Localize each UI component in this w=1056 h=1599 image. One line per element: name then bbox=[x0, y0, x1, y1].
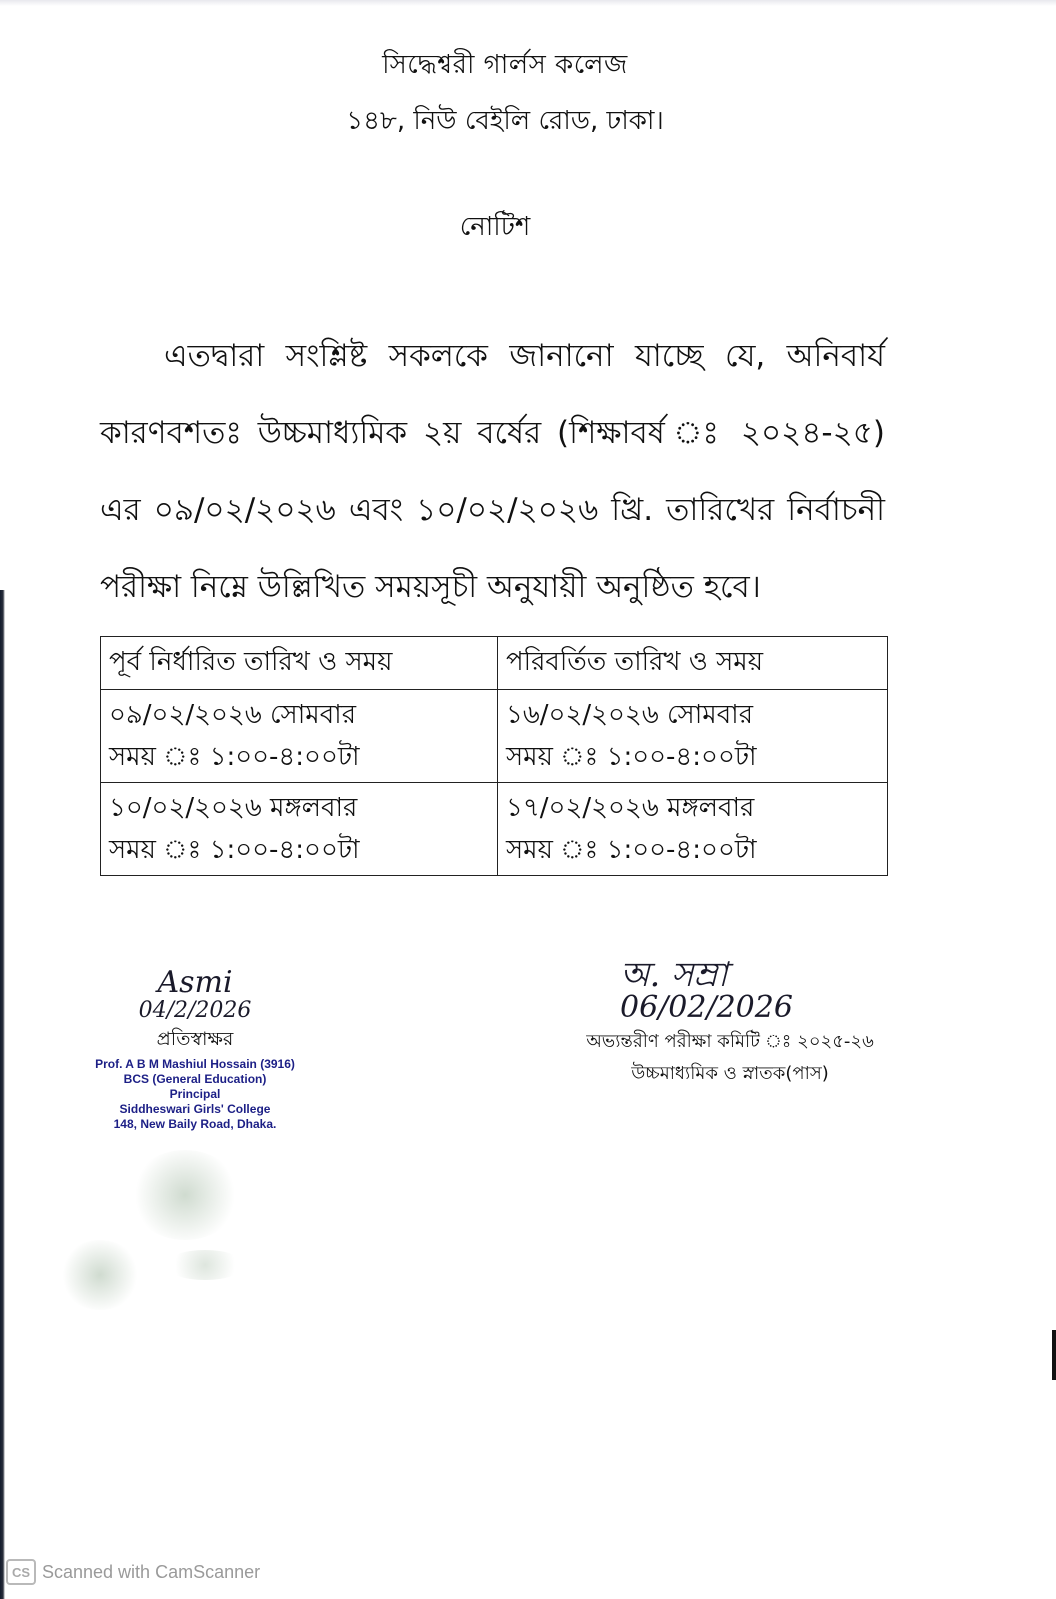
stamp-line-college: Siddheswari Girls' College bbox=[119, 1102, 271, 1116]
stamp-line-address: 148, New Baily Road, Dhaka. bbox=[113, 1117, 277, 1131]
institution-address: ১৪৮, নিউ বেইলি রোড, ঢাকা। bbox=[346, 106, 664, 136]
committee-scope: উচ্চমাধ্যমিক ও স্নাতক(পাস) bbox=[631, 1063, 829, 1084]
stamp-line-cadre: BCS (General Education) bbox=[123, 1072, 267, 1086]
table-row bbox=[101, 783, 888, 876]
principal-signature-date: 04/2/2026 bbox=[138, 998, 252, 1023]
institution-name: সিদ্ধেশ্বরী গার্লস কলেজ bbox=[382, 50, 628, 80]
committee-handwritten-signature: অ. সম্রা bbox=[620, 955, 728, 995]
stamp-smudge bbox=[60, 1240, 140, 1310]
scan-page-edge-right bbox=[1052, 1330, 1056, 1380]
previous-date: ০৯/০২/২০২৬ সোমবার bbox=[109, 700, 357, 730]
camscanner-watermark bbox=[6, 1559, 260, 1585]
countersign-label: প্রতিস্বাক্ষর bbox=[156, 1028, 234, 1050]
previous-schedule-cell bbox=[101, 690, 498, 783]
watermark-text: Scanned with CamScanner bbox=[42, 1561, 261, 1582]
revised-time: সময় ঃ ১:০০-৪:০০টা bbox=[506, 835, 757, 865]
committee-signature-block bbox=[580, 955, 880, 1089]
revised-date: ১৬/০২/২০২৬ সোমবার bbox=[506, 700, 754, 730]
principal-signature-block bbox=[90, 965, 300, 1132]
notice-body-text: এতদ্বারা সংশ্লিষ্ট সকলকে জানানো যাচ্ছে যে, অনিবার্য কারণবশতঃ উচ্চমাধ্যমিক ২য় বর্ষের (শিক্ষাবর্ষ ঃ ২০২৪-২৫) এর ০৯/০২/২০২৬ এবং ১০/০২/২০২৬ খ্রি. তারিখের নির্বাচনী পরীক্ষা নিম্নে উল্লিখিত সময়সূচী অনুযায়ী অনুষ্ঠিত হবে। bbox=[100, 338, 885, 605]
stamp-line-title: Principal bbox=[169, 1087, 221, 1101]
revised-schedule-cell bbox=[498, 690, 888, 783]
notice-heading: নোটিশ bbox=[459, 212, 531, 242]
principal-handwritten-signature: Asmi bbox=[157, 965, 233, 1000]
column-header-previous: পূর্ব নির্ধারিত তারিখ ও সময় bbox=[101, 637, 498, 690]
committee-name: অভ্যন্তরীণ পরীক্ষা কমিটি ঃ ২০২৫-২৬ bbox=[586, 1031, 874, 1052]
principal-stamp bbox=[90, 1057, 300, 1132]
scan-page-edge-left bbox=[0, 590, 5, 1599]
stamp-line-name: Prof. A B M Mashiul Hossain (3916) bbox=[95, 1057, 295, 1071]
stamp-smudge bbox=[130, 1150, 240, 1240]
previous-time: সময় ঃ ১:০০-৪:০০টা bbox=[109, 742, 360, 772]
column-header-revised: পরিবর্তিত তারিখ ও সময় bbox=[498, 637, 888, 690]
scan-top-edge bbox=[0, 0, 1056, 6]
notice-body bbox=[100, 318, 885, 626]
schedule-table bbox=[100, 636, 888, 876]
previous-time: সময় ঃ ১:০০-৪:০০টা bbox=[109, 835, 360, 865]
table-row bbox=[101, 690, 888, 783]
revised-time: সময় ঃ ১:০০-৪:০০টা bbox=[506, 742, 757, 772]
previous-schedule-cell bbox=[101, 783, 498, 876]
committee-signature-date: 06/02/2026 bbox=[620, 990, 793, 1025]
stamp-smudge bbox=[165, 1250, 245, 1280]
previous-date: ১০/০২/২০২৬ মঙ্গলবার bbox=[109, 793, 358, 823]
table-header-row bbox=[101, 637, 888, 690]
revised-schedule-cell bbox=[498, 783, 888, 876]
revised-date: ১৭/০২/২০২৬ মঙ্গলবার bbox=[506, 793, 755, 823]
camscanner-logo-icon: CS bbox=[6, 1559, 36, 1585]
